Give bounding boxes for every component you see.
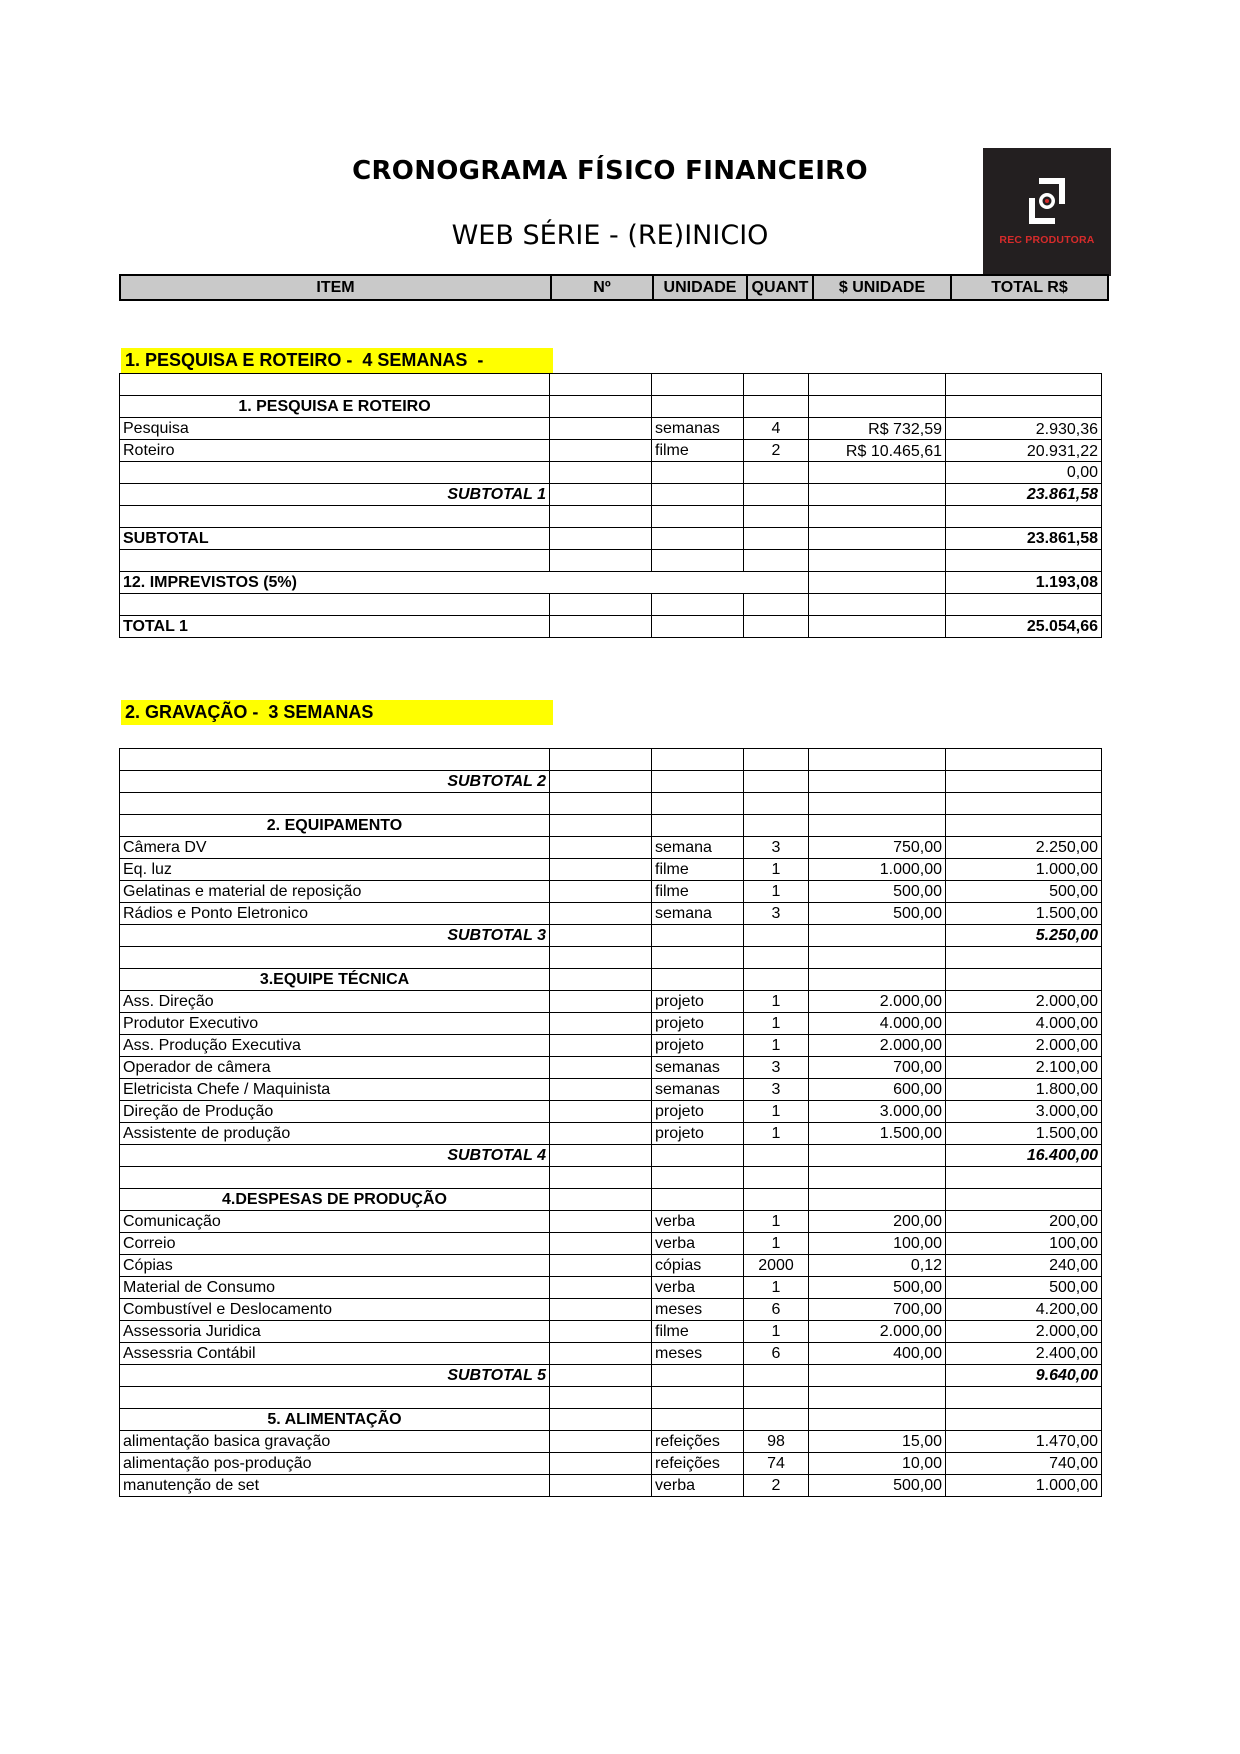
row-total: 1.470,00 bbox=[946, 1431, 1102, 1453]
row-unidade: semanas bbox=[652, 1057, 744, 1079]
row-item: alimentação pos-produção bbox=[120, 1453, 550, 1475]
row-valor: 10,00 bbox=[809, 1453, 946, 1475]
row-unidade: verba bbox=[652, 1233, 744, 1255]
table-row bbox=[120, 1035, 1102, 1057]
row-unidade: semanas bbox=[652, 418, 744, 440]
col-total: TOTAL R$ bbox=[951, 275, 1108, 300]
table-row bbox=[120, 1475, 1102, 1497]
table-row bbox=[120, 859, 1102, 881]
row-item: Produtor Executivo bbox=[120, 1013, 550, 1035]
row-valor: 4.000,00 bbox=[809, 1013, 946, 1035]
row-unidade: projeto bbox=[652, 1013, 744, 1035]
row-total: 2.930,36 bbox=[946, 418, 1102, 440]
row-valor: 750,00 bbox=[809, 837, 946, 859]
row-valor: R$ 10.465,61 bbox=[809, 440, 946, 462]
row-unidade: filme bbox=[652, 881, 744, 903]
row-total: 4.200,00 bbox=[946, 1299, 1102, 1321]
camera-frame-icon bbox=[1025, 176, 1069, 226]
row-item: alimentação basica gravação bbox=[120, 1431, 550, 1453]
row-valor: 500,00 bbox=[809, 903, 946, 925]
table-row bbox=[120, 440, 1102, 462]
row-item: Ass. Direção bbox=[120, 991, 550, 1013]
row-total: 200,00 bbox=[946, 1211, 1102, 1233]
row-total: 3.000,00 bbox=[946, 1101, 1102, 1123]
row-item: Direção de Produção bbox=[120, 1101, 550, 1123]
group-heading: 2. EQUIPAMENTO bbox=[120, 815, 550, 837]
row-item: Correio bbox=[120, 1233, 550, 1255]
row-unidade: projeto bbox=[652, 1035, 744, 1057]
row-quant: 1 bbox=[744, 859, 809, 881]
row-item: Eletricista Chefe / Maquinista bbox=[120, 1079, 550, 1101]
row-valor: 2.000,00 bbox=[809, 1321, 946, 1343]
row-quant: 1 bbox=[744, 1013, 809, 1035]
section-2-table bbox=[119, 748, 1102, 1497]
section-1-title: 1. PESQUISA E ROTEIRO - 4 SEMANAS - bbox=[121, 348, 553, 373]
row-unidade: refeições bbox=[652, 1431, 744, 1453]
total-label: TOTAL 1 bbox=[120, 616, 550, 638]
table-row bbox=[120, 881, 1102, 903]
table-row bbox=[120, 1299, 1102, 1321]
row-item: Cópias bbox=[120, 1255, 550, 1277]
row-total: 0,00 bbox=[946, 462, 1102, 484]
subtotal-label: SUBTOTAL 5 bbox=[120, 1365, 550, 1387]
row-valor: 400,00 bbox=[809, 1343, 946, 1365]
row-unidade: cópias bbox=[652, 1255, 744, 1277]
row-valor: 1.500,00 bbox=[809, 1123, 946, 1145]
row-total: 740,00 bbox=[946, 1453, 1102, 1475]
row-unidade: meses bbox=[652, 1343, 744, 1365]
subtotal-value: 9.640,00 bbox=[946, 1365, 1102, 1387]
row-item: Pesquisa bbox=[120, 418, 550, 440]
table-row bbox=[120, 1343, 1102, 1365]
table-row bbox=[120, 1101, 1102, 1123]
row-quant: 1 bbox=[744, 1123, 809, 1145]
row-valor: 500,00 bbox=[809, 1475, 946, 1497]
row-quant: 1 bbox=[744, 881, 809, 903]
row-valor: 2.000,00 bbox=[809, 1035, 946, 1057]
subtotal-value: 16.400,00 bbox=[946, 1145, 1102, 1167]
row-total: 100,00 bbox=[946, 1233, 1102, 1255]
row-item: Gelatinas e material de reposição bbox=[120, 881, 550, 903]
table-row bbox=[120, 1057, 1102, 1079]
row-unidade: meses bbox=[652, 1299, 744, 1321]
group-heading: 3.EQUIPE TÉCNICA bbox=[120, 969, 550, 991]
col-item: ITEM bbox=[120, 275, 551, 300]
row-unidade: verba bbox=[652, 1475, 744, 1497]
row-unidade: refeições bbox=[652, 1453, 744, 1475]
row-quant: 1 bbox=[744, 1101, 809, 1123]
subtotal-label: SUBTOTAL 1 bbox=[120, 484, 550, 506]
column-header-bar bbox=[119, 274, 1109, 301]
row-total: 20.931,22 bbox=[946, 440, 1102, 462]
row-item: Material de Consumo bbox=[120, 1277, 550, 1299]
row-quant: 1 bbox=[744, 1035, 809, 1057]
company-logo bbox=[983, 148, 1111, 276]
row-item: Roteiro bbox=[120, 440, 550, 462]
row-valor: 200,00 bbox=[809, 1211, 946, 1233]
table-row bbox=[120, 1321, 1102, 1343]
row-total: 2.000,00 bbox=[946, 1321, 1102, 1343]
row-unidade: projeto bbox=[652, 1123, 744, 1145]
row-valor: 700,00 bbox=[809, 1057, 946, 1079]
row-unidade: projeto bbox=[652, 991, 744, 1013]
row-valor: 3.000,00 bbox=[809, 1101, 946, 1123]
row-quant: 1 bbox=[744, 1277, 809, 1299]
row-item: Comunicação bbox=[120, 1211, 550, 1233]
row-total: 500,00 bbox=[946, 881, 1102, 903]
row-item: manutenção de set bbox=[120, 1475, 550, 1497]
row-quant: 2000 bbox=[744, 1255, 809, 1277]
table-row bbox=[120, 903, 1102, 925]
col-numero: Nº bbox=[551, 275, 653, 300]
row-quant: 3 bbox=[744, 1079, 809, 1101]
row-item: Combustível e Deslocamento bbox=[120, 1299, 550, 1321]
row-quant: 1 bbox=[744, 1233, 809, 1255]
table-row bbox=[120, 1431, 1102, 1453]
subtotal-value: 5.250,00 bbox=[946, 925, 1102, 947]
section-1-table bbox=[119, 373, 1102, 638]
group-heading: 4.DESPESAS DE PRODUÇÃO bbox=[120, 1189, 550, 1211]
table-row bbox=[120, 1233, 1102, 1255]
row-item: Câmera DV bbox=[120, 837, 550, 859]
row-valor: 500,00 bbox=[809, 1277, 946, 1299]
col-quant: QUANT bbox=[747, 275, 813, 300]
group-heading: 1. PESQUISA E ROTEIRO bbox=[120, 396, 550, 418]
row-item: Rádios e Ponto Eletronico bbox=[120, 903, 550, 925]
row-quant: 74 bbox=[744, 1453, 809, 1475]
row-quant: 3 bbox=[744, 837, 809, 859]
imprevistos-label: 12. IMPREVISTOS (5%) bbox=[120, 572, 809, 594]
row-quant: 2 bbox=[744, 440, 809, 462]
row-valor: 100,00 bbox=[809, 1233, 946, 1255]
table-row bbox=[120, 1013, 1102, 1035]
row-total: 1.000,00 bbox=[946, 859, 1102, 881]
logo-text: REC PRODUTORA bbox=[999, 234, 1095, 246]
table-row bbox=[120, 837, 1102, 859]
row-item: Eq. luz bbox=[120, 859, 550, 881]
col-valor-unidade: $ UNIDADE bbox=[813, 275, 951, 300]
row-quant: 2 bbox=[744, 1475, 809, 1497]
row-item: Operador de câmera bbox=[120, 1057, 550, 1079]
subtotal-label: SUBTOTAL 4 bbox=[120, 1145, 550, 1167]
row-valor: 15,00 bbox=[809, 1431, 946, 1453]
page-subtitle: WEB SÉRIE - (RE)INICIO bbox=[451, 220, 769, 251]
total-value: 25.054,66 bbox=[946, 616, 1102, 638]
row-total: 500,00 bbox=[946, 1277, 1102, 1299]
row-item: Assessria Contábil bbox=[120, 1343, 550, 1365]
row-total: 2.250,00 bbox=[946, 837, 1102, 859]
table-row bbox=[120, 418, 1102, 440]
page-title: CRONOGRAMA FÍSICO FINANCEIRO bbox=[352, 156, 868, 186]
row-total: 1.500,00 bbox=[946, 1123, 1102, 1145]
row-quant: 6 bbox=[744, 1343, 809, 1365]
row-total: 1.000,00 bbox=[946, 1475, 1102, 1497]
subtotal-geral-label: SUBTOTAL bbox=[120, 528, 550, 550]
row-valor: 1.000,00 bbox=[809, 859, 946, 881]
table-row bbox=[120, 991, 1102, 1013]
row-total: 2.000,00 bbox=[946, 1035, 1102, 1057]
row-total: 2.100,00 bbox=[946, 1057, 1102, 1079]
row-total: 2.400,00 bbox=[946, 1343, 1102, 1365]
table-row bbox=[120, 1079, 1102, 1101]
row-quant: 1 bbox=[744, 991, 809, 1013]
row-unidade: semana bbox=[652, 837, 744, 859]
row-quant: 98 bbox=[744, 1431, 809, 1453]
row-unidade: filme bbox=[652, 1321, 744, 1343]
row-total: 4.000,00 bbox=[946, 1013, 1102, 1035]
row-valor: R$ 732,59 bbox=[809, 418, 946, 440]
row-quant: 3 bbox=[744, 903, 809, 925]
row-unidade: semana bbox=[652, 903, 744, 925]
row-quant: 6 bbox=[744, 1299, 809, 1321]
row-total: 2.000,00 bbox=[946, 991, 1102, 1013]
table-row bbox=[120, 1255, 1102, 1277]
table-row bbox=[120, 1123, 1102, 1145]
row-quant: 3 bbox=[744, 1057, 809, 1079]
subtotal-label: SUBTOTAL 2 bbox=[120, 771, 550, 793]
row-total: 1.500,00 bbox=[946, 903, 1102, 925]
row-valor: 0,12 bbox=[809, 1255, 946, 1277]
row-unidade: filme bbox=[652, 440, 744, 462]
subtotal-geral-value: 23.861,58 bbox=[946, 528, 1102, 550]
row-quant: 1 bbox=[744, 1211, 809, 1233]
row-valor: 600,00 bbox=[809, 1079, 946, 1101]
row-total: 1.800,00 bbox=[946, 1079, 1102, 1101]
row-unidade: projeto bbox=[652, 1101, 744, 1123]
section-2-title: 2. GRAVAÇÃO - 3 SEMANAS bbox=[121, 700, 553, 725]
row-unidade: verba bbox=[652, 1277, 744, 1299]
table-row bbox=[120, 1211, 1102, 1233]
row-item: Assistente de produção bbox=[120, 1123, 550, 1145]
row-valor: 700,00 bbox=[809, 1299, 946, 1321]
row-quant: 1 bbox=[744, 1321, 809, 1343]
row-item: Assessoria Juridica bbox=[120, 1321, 550, 1343]
row-item: Ass. Produção Executiva bbox=[120, 1035, 550, 1057]
row-unidade: verba bbox=[652, 1211, 744, 1233]
row-unidade: filme bbox=[652, 859, 744, 881]
group-heading: 5. ALIMENTAÇÃO bbox=[120, 1409, 550, 1431]
row-unidade: semanas bbox=[652, 1079, 744, 1101]
row-valor: 2.000,00 bbox=[809, 991, 946, 1013]
row-quant: 4 bbox=[744, 418, 809, 440]
subtotal-value: 23.861,58 bbox=[946, 484, 1102, 506]
row-valor: 500,00 bbox=[809, 881, 946, 903]
table-row bbox=[120, 1277, 1102, 1299]
col-unidade: UNIDADE bbox=[653, 275, 747, 300]
subtotal-label: SUBTOTAL 3 bbox=[120, 925, 550, 947]
imprevistos-value: 1.193,08 bbox=[946, 572, 1102, 594]
table-row bbox=[120, 1453, 1102, 1475]
row-total: 240,00 bbox=[946, 1255, 1102, 1277]
